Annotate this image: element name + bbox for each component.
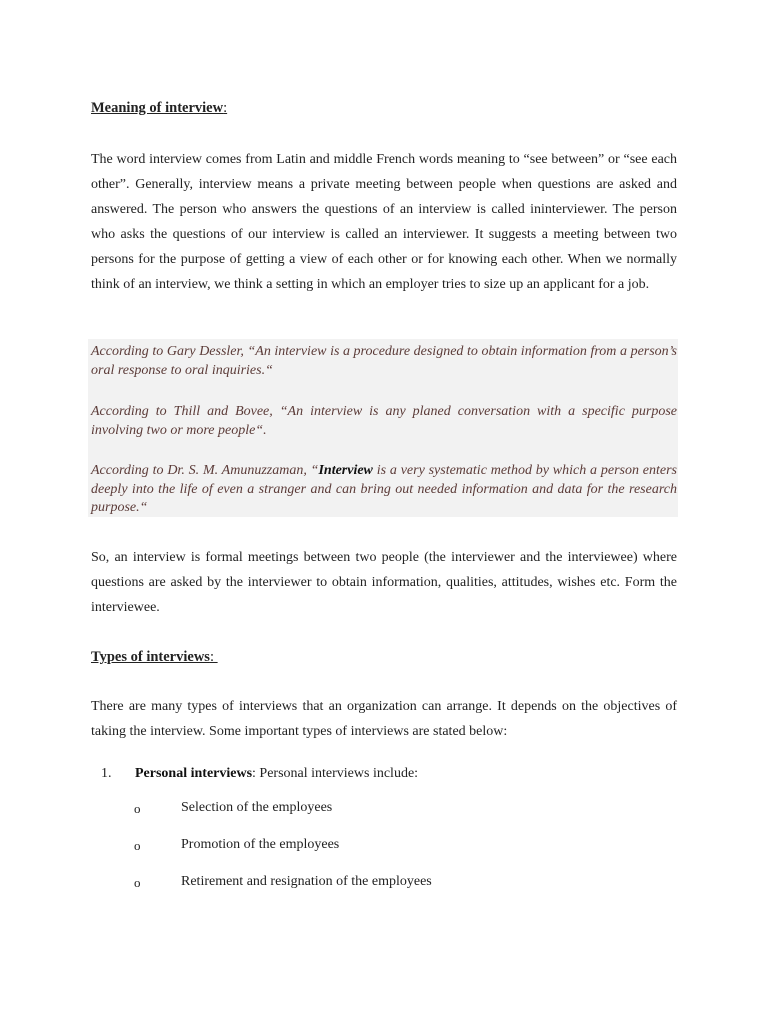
summary-paragraph: So, an interview is formal meetings between two people (the interviewer and the interviewee) where questions are asked by the interviewer to obtain information, qualities, attitudes, wishes etc. Form the interviewee. xyxy=(91,550,677,615)
bullet-marker: o xyxy=(134,875,141,890)
quote-bold-term: Interview xyxy=(318,463,373,478)
quote-prefix: According to Dr. S. M. Amunuzzaman, “ xyxy=(91,463,319,478)
sub-list-item: Selection of the employees xyxy=(181,800,333,815)
bullet-marker: o xyxy=(134,838,141,853)
list-item-title: Personal interviews xyxy=(135,766,253,781)
heading-colon: : xyxy=(223,100,228,116)
quote-amunuzzaman xyxy=(91,462,677,518)
quote-thill-bovee: According to Thill and Bovee, “An interview is any planed conversation with a specific purpose involving two or more people“. xyxy=(91,404,677,438)
section-heading-meaning xyxy=(91,99,227,117)
list-item-personal-interviews xyxy=(135,764,418,784)
bullet-marker: o xyxy=(134,801,141,816)
sub-list-item: Promotion of the employees xyxy=(181,837,340,852)
sub-list-item: Retirement and resignation of the employees xyxy=(181,874,432,889)
intro-paragraph: The word interview comes from Latin and middle French words meaning to “see between” or “see each other”. Generally, interview means a private meeting between people when questions are asked and answered. The person who answers the questions of an interview is called ininterviewer. The person who asks the questions of our interview is called an interviewer. It suggests a meeting between two persons for the purpose of getting a view of each other or for knowing each other. When we normally think of an interview, we think a setting in which an employer tries to size up an applicant for a job. xyxy=(91,152,677,292)
quote-rest: is a very systematic method by which a person enters deeply into the life of even a stranger and can bring out needed information and data for the research purpose.“ xyxy=(91,463,677,515)
quote-dessler: According to Gary Dessler, “An interview is a procedure designed to obtain information from a person’s oral response to oral inquiries.“ xyxy=(91,344,677,378)
heading-text: Types of interviews xyxy=(91,649,210,665)
list-number: 1. xyxy=(101,766,112,781)
list-item-text: : Personal interviews include: xyxy=(252,766,419,781)
types-paragraph: There are many types of interviews that an organization can arrange. It depends on the objectives of taking the interview. Some important types of interviews are stated below: xyxy=(91,699,677,739)
heading-colon: : xyxy=(209,649,218,665)
heading-text: Meaning of interview xyxy=(91,100,224,116)
section-heading-types xyxy=(91,648,218,666)
